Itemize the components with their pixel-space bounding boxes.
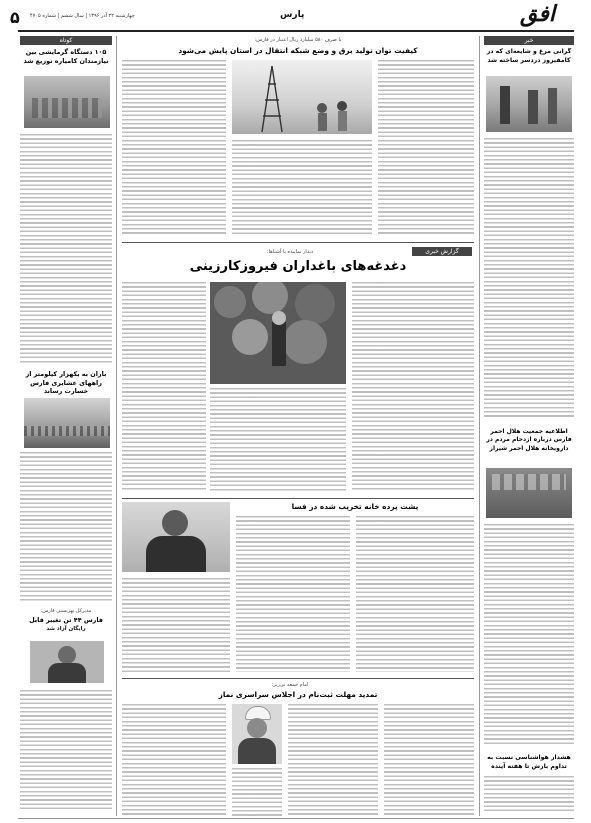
friday-title: تمدید مهلت ثبت‌نام در اجلاس سراسری نماز [218, 690, 378, 699]
quake-body-right [356, 516, 474, 672]
quake-title: پشت پرده خانه تخریب شده در فسا [291, 502, 419, 511]
masthead-divider [18, 30, 574, 32]
right-section-tag: خبر [484, 36, 574, 45]
right-article1-body [484, 138, 574, 418]
friday-photo [232, 704, 282, 764]
quake-body-middle [236, 516, 350, 672]
main-top-photo [232, 60, 372, 134]
right-article2-photo [486, 468, 572, 518]
newspaper-logo: افق [520, 2, 555, 27]
main-top-kicker: با صرف ۵۸۰ میلیارد ریال اعتبار در فارس: [254, 37, 342, 43]
right-article1-title: گرانی مرغ و شایعه‌ای که در کامفیروز دردسر ساخته شد [486, 48, 572, 64]
orchard-drawing [210, 282, 346, 384]
masthead [0, 0, 591, 32]
date-line: چهارشنبه ۲۲ آذر ۱۳۹۶ | سال ششم | شماره ۴۷۰۵ [30, 13, 135, 19]
report-tag: گزارش خبری [412, 247, 472, 256]
left-article1-body [20, 134, 112, 364]
page-bottom-rule [18, 818, 574, 819]
left-article1-title: ۱۰۵ دستگاه گرمایشی بین نیازمندان کامیاره توزیع شد [23, 48, 109, 65]
left-article3-photo [30, 641, 104, 683]
left-article3-subtitle: رایگان آزاد شد [46, 626, 86, 632]
main-top-body-left [122, 60, 226, 236]
power-tower-drawing [232, 60, 372, 134]
left-article3-title: فارس ۴۴ تن تغییر قابل [29, 616, 103, 624]
main-top-body-middle [232, 140, 372, 236]
right-article2-title: اطلاعیه جمعیت هلال احمر فارس درباره ازدحام مردم در دارویخانه هلال احمر شیراز [486, 428, 572, 452]
feature-photo [210, 282, 346, 384]
left-article2-photo [24, 398, 110, 448]
left-article1-photo [24, 76, 110, 128]
right-column [484, 36, 574, 816]
main-top-body-right [378, 60, 474, 236]
right-article2-body [484, 524, 574, 744]
section-title: پارس [280, 10, 305, 20]
right-article3-title: هشدار هواشناسی نسبت به تداوم بارش تا هفته آینده [487, 754, 571, 770]
quake-body-left [122, 578, 230, 672]
right-article3-body [484, 776, 574, 814]
feature-body-right [352, 282, 474, 492]
friday-body-right [384, 704, 474, 816]
friday-body-photo-under [232, 768, 282, 816]
left-article3-body [20, 690, 112, 810]
quake-photo [122, 502, 230, 572]
feature-divider [122, 498, 474, 499]
left-column [20, 36, 112, 816]
main-top-divider [122, 242, 474, 243]
quake-divider [122, 678, 474, 679]
left-column-rule [116, 36, 117, 816]
feature-title: دغدغه‌های باغداران فیروزکارزینی [189, 259, 407, 274]
feature-body-photo-caption [210, 388, 346, 492]
right-article1-photo [486, 76, 572, 132]
left-section-tag: کوتاه [20, 36, 112, 45]
feature-body-left [122, 282, 206, 492]
left-article2-body [20, 452, 112, 602]
left-article2-title: باران به یکهزار کیلومتر از راههای عشایری فارس خسارت رساند [25, 370, 107, 395]
friday-kicker: امام جمعه نی‌ریز: [271, 682, 309, 688]
right-column-rule [479, 36, 480, 816]
friday-body-middle [288, 704, 378, 816]
page-number: ۵ [10, 8, 20, 27]
feature-kicker: دیدار نماینده با آشناها: [266, 249, 314, 255]
main-top-title: کیفیت توان تولید برق و وضع شبکه انتقال در استان پایش می‌شود [178, 46, 418, 55]
left-article3-kicker: مدیرکل بهزیستی فارس: [40, 608, 92, 614]
friday-body-left [122, 704, 226, 816]
